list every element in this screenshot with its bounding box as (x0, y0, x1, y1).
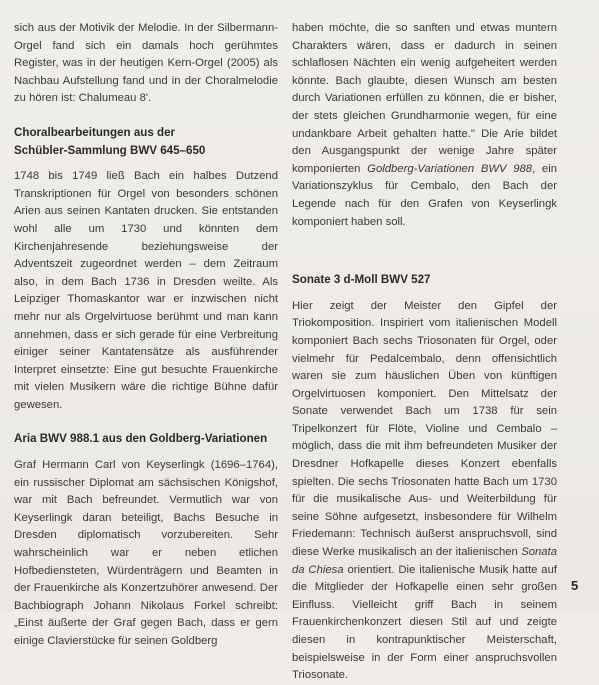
left-column (14, 20, 278, 651)
aria-paragraph: Graf Hermann Carl von Keyserlingk (1696–1764), ein russischer Diplomat am sächsischen Königshof, war mit Bach befreundet. Vermutlich war von Keyserlingk daran beteiligt, Bachs Besuche in Dresden diplomatisch vorzubereiten. Sehr wahrscheinlich war er neben etlichen Hofbediensteten, Würdenträgern und Beamten in der Frauenkirche als Konzertzuhörer anwesend. Der Bachbiograph Johann Nikolaus Forkel schreibt: „Einst äußerte der Graf gegen Bach, dass er gern einige Clavierstücke für seinen Goldberg (14, 459, 278, 647)
text-run: haben möchte, die so sanften und etwas muntern Charakters wären, dass er dadurch in seinen schlaflosen Nächten ein wenig aufgeheitert werden könnte. Bach glaubte, diesen Wunsch am besten durch Variationen erfüllen zu können, die er bisher, der stets gleichen Grundharmonie wegen, für eine undankbare Arbeit gehalten hatte." Die Arie bildet den Ausgangspunkt der wenige Jahre später komponierten (292, 22, 557, 175)
text-run: orientiert. Die italienische Musik hatte auf die Mitglieder der Hofkapelle einen sehr großen Einfluss. Vielleicht griff Bach in seinem Frauenkirchenkonzert diesen Stil auf und zeigte diesen in kontrapunktischer Meisterschaft, beispielsweise in der Form einer anspruchsvollen Triosonate. (292, 563, 557, 682)
schuebler-paragraph: 1748 bis 1749 ließ Bach ein halbes Dutzend Transkriptionen für Orgel von besonders schönen Arien aus seinen Kantaten drucken. Sie entstanden wohl alle um 1730 und könnten dem Kirchenjahresende beziehungsweise der Adventszeit zugeordnet werden – dem Zeitraum also, in dem Bach 1736 in Dresden weilte. Als Leipziger Thomaskantor war er inzwischen nicht mehr nur als Orgelvirtuose berühmt und man kann annehmen, dass er sich gerade für eine Verbreitung einiger seiner Kantatensätze als ausführender Interpret einsetzte: Eine gut besuchte Frauenkirche mit vielen Musikern wäre die richtige Bühne dafür gewesen. (14, 170, 278, 411)
section-heading-line: Schübler-Sammlung BWV 645–650 (14, 143, 206, 157)
section-heading-sonate: Sonate 3 d-Moll BWV 527 (292, 273, 431, 287)
section-heading-aria: Aria BWV 988.1 aus den Goldberg-Variationen (14, 432, 268, 446)
page-number: 5 (571, 578, 579, 593)
text-run: , ein Variationszyklus für Cembalo, den Bach der Legende nach für den Grafen von Keyserlingk komponiert haben soll. (292, 162, 558, 228)
section-heading-schuebler (14, 124, 278, 159)
sonate-paragraph (292, 298, 557, 685)
aria-continuation-paragraph (292, 20, 557, 231)
section-heading-line: Choralbearbeitungen aus der (14, 125, 176, 139)
italic-title: Goldberg-Variationen BWV 988 (367, 162, 533, 175)
right-column (292, 20, 557, 685)
text-run: Hier zeigt der Meister den Gipfel der Triokomposition. Inspiriert vom italienischen Modell komponiert Bach sechs Triosonaten für Orgel, oder vielmehr für Pedalcembalo, denn offensichtlich waren sie zum häuslichen Üben von künftigen Orgelvirtuosen komponiert. Den Mittelsatz der Sonate verwendet Bach um 1738 für sein Tripelkonzert für Flöte, Violine und Cembalo – möglich, dass die mit ihm befreundeten Musiker der Dresdner Hofkapelle dieses Konzert ebenfalls spielten. Die sechs Triosonaten hatte Bach um 1730 für die musikalische Aus- und Weiterbildung für seine Söhne aufgesetzt, insbesondere für Wilhelm Friedemann: Technisch äußerst anspruchsvoll, sind diese Werke musikalisch an der italienischen (292, 299, 557, 559)
italic-title: Sonata da Chiesa (292, 546, 557, 576)
intro-paragraph: sich aus der Motivik der Melodie. In der Silbermann-Orgel fand sich ein damals hoch gerühmtes Register, was in der heutigen Kern-Orgel (2005) als Nachbau Aufstellung fand und in der Choralmelodie zu hören ist: Chalumeau 8'. (14, 22, 278, 105)
